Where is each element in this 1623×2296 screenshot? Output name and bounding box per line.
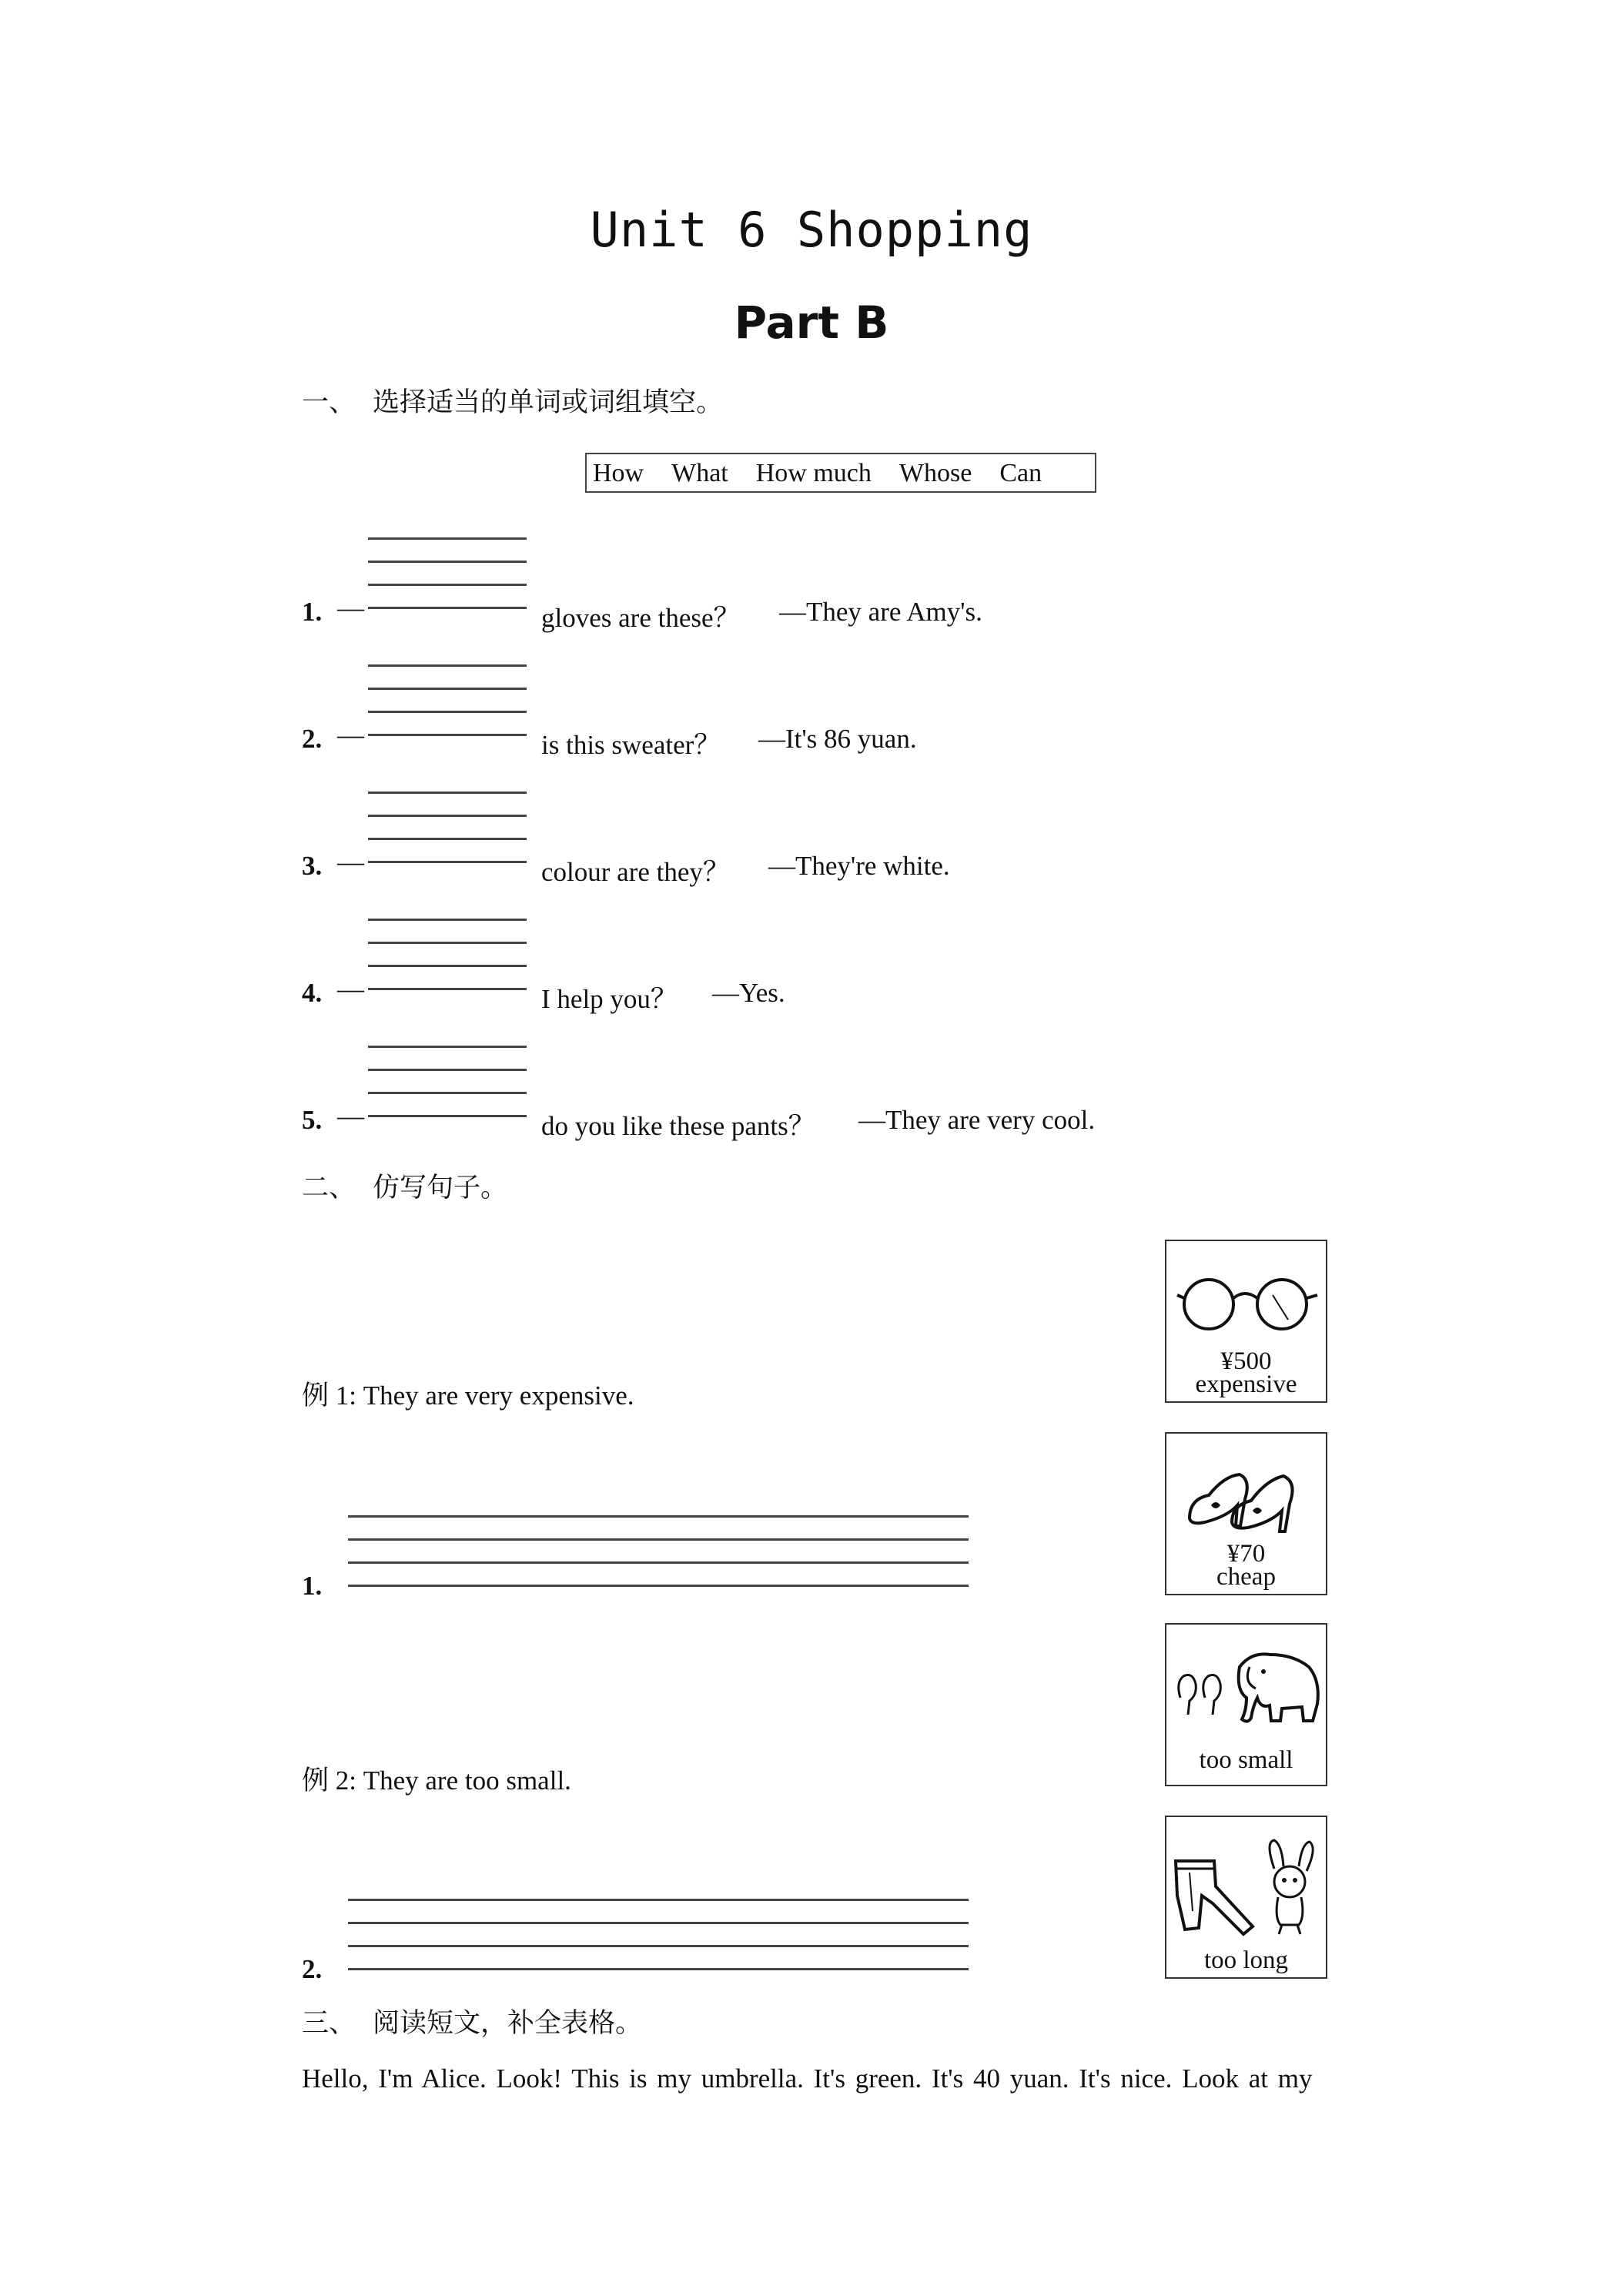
- section-1-heading: [302, 381, 723, 420]
- question-answer: —Yes.: [712, 978, 785, 1008]
- question-number: 3.: [302, 851, 323, 881]
- word-bank-item: How: [593, 459, 644, 487]
- question-number: 2.: [302, 724, 323, 754]
- word-bank-item: Whose: [899, 459, 972, 487]
- question-number: 1.: [302, 597, 323, 627]
- section-3-number: 三、: [302, 2008, 356, 2039]
- page-subtitle: Part B: [734, 296, 889, 349]
- pants-rabbit-icon: [1166, 1826, 1326, 1942]
- section-2-number: 二、: [302, 1173, 356, 1203]
- page-title: Unit 6 Shopping: [590, 202, 1033, 258]
- picture-card-pants-rabbit: [1165, 1816, 1327, 1979]
- question-dash: —: [337, 593, 364, 623]
- question-text: colour are they？: [541, 857, 730, 887]
- picture-caption: expensive: [1195, 1371, 1297, 1398]
- question-dash: —: [337, 720, 364, 750]
- mittens-elephant-icon: [1166, 1644, 1326, 1752]
- writing-item-number: 1.: [302, 1571, 323, 1601]
- picture-card-shoes: [1165, 1432, 1327, 1595]
- picture-caption: cheap: [1216, 1563, 1276, 1591]
- word-bank-box: [585, 453, 1096, 493]
- picture-price: ¥70: [1226, 1540, 1266, 1568]
- section-2-heading: [302, 1166, 507, 1205]
- example-2: 例 2: They are too small.: [302, 1766, 571, 1796]
- section-2-instruction: 仿写句子。: [373, 1173, 508, 1203]
- picture-price: ¥500: [1220, 1347, 1272, 1375]
- question-text: is this sweater？: [541, 730, 721, 760]
- question-number: 4.: [302, 978, 323, 1008]
- writing-item-number: 2.: [302, 1954, 323, 1984]
- question-dash: —: [337, 847, 364, 877]
- picture-caption: too long: [1203, 1946, 1289, 1974]
- high-heel-shoes-icon: [1166, 1445, 1326, 1538]
- question-answer: —They're white.: [768, 851, 950, 881]
- word-bank-item: How much: [755, 459, 872, 487]
- section-3-heading: [302, 2002, 642, 2040]
- section-3-instruction: 阅读短文，补全表格。: [373, 2008, 643, 2039]
- question-text: do you like these pants？: [541, 1111, 815, 1141]
- question-answer: —They are Amy's.: [779, 597, 982, 627]
- question-dash: —: [337, 974, 364, 1004]
- picture-card-mittens-elephant: [1165, 1623, 1327, 1786]
- section-1-number: 一、: [302, 387, 356, 418]
- reading-passage: Hello, I'm Alice. Look! This is my umbrella. It's green. It's 40 yuan. It's nice. Look at my: [302, 2063, 1313, 2094]
- picture-caption: too small: [1199, 1746, 1293, 1774]
- question-text: gloves are these？: [541, 603, 741, 633]
- question-text: I help you？: [541, 984, 678, 1014]
- picture-card-glasses: [1165, 1240, 1327, 1403]
- example-1: 例 1: They are very expensive.: [302, 1381, 634, 1411]
- section-1-instruction: 选择适当的单词或词组填空。: [373, 387, 724, 418]
- question-answer: —They are very cool.: [858, 1105, 1096, 1135]
- word-bank-item: Can: [999, 459, 1042, 487]
- question-dash: —: [337, 1101, 364, 1131]
- glasses-icon: [1166, 1258, 1326, 1350]
- word-bank-item: What: [671, 459, 728, 487]
- question-answer: —It's 86 yuan.: [758, 724, 917, 754]
- question-number: 5.: [302, 1105, 323, 1135]
